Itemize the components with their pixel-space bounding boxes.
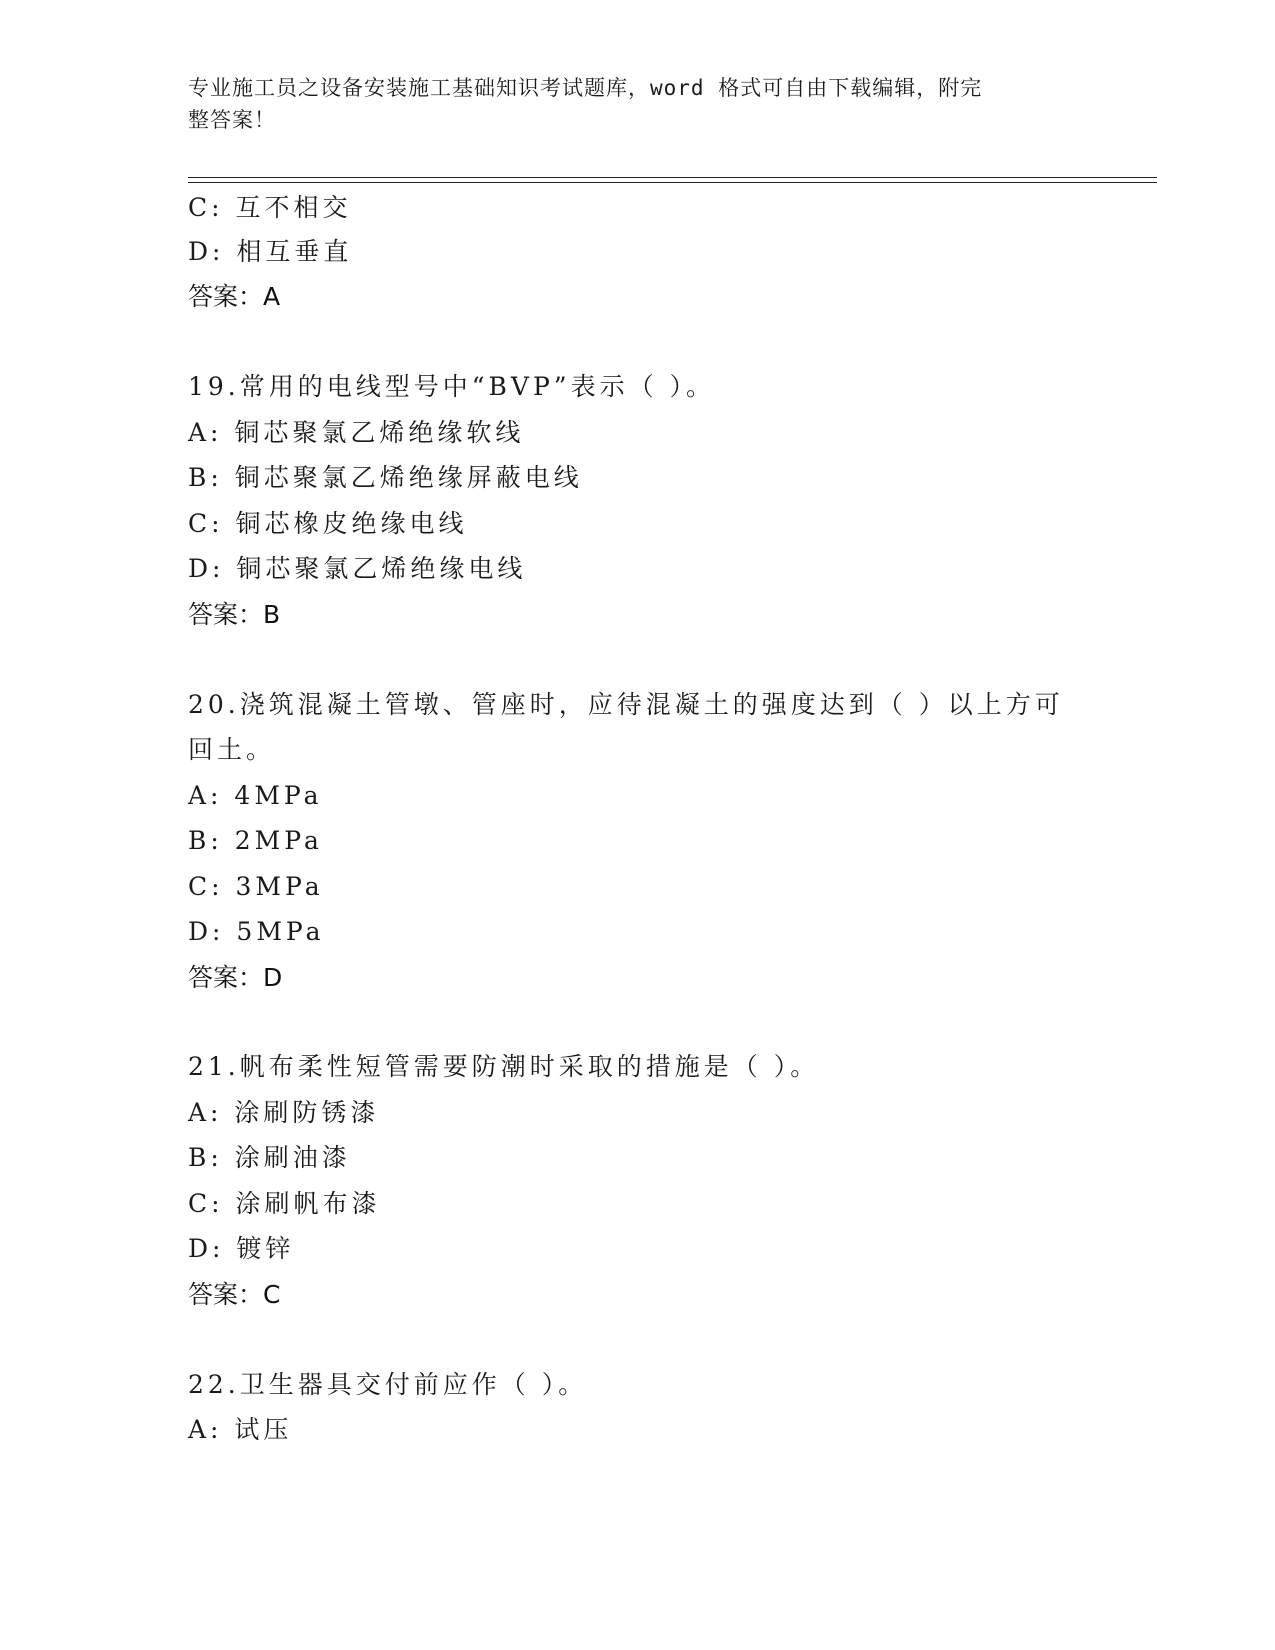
q19-option-b: B: 铜芯聚氯乙烯绝缘屏蔽电线 [188, 463, 583, 492]
q21-option-c: C: 涂刷帆布漆 [188, 1189, 381, 1218]
q20-answer: 答案：D [188, 963, 283, 992]
q21-stem: 21.帆布柔性短管需要防潮时采取的措施是（ ）。 [188, 1052, 820, 1081]
prev-answer: 答案：A [188, 282, 281, 311]
q19-option-a: A: 铜芯聚氯乙烯绝缘软线 [188, 418, 525, 447]
q20-option-c: C: 3MPa [188, 872, 324, 901]
document-header [188, 72, 1068, 136]
prev-option-c: C: 互不相交 [188, 193, 352, 222]
header-line-2: 整答案！ [188, 108, 276, 132]
q22-stem: 22.卫生器具交付前应作（ ）。 [188, 1370, 588, 1399]
q19-option-c: C: 铜芯橡皮绝缘电线 [188, 509, 468, 538]
q20-stem-line-1: 20.浇筑混凝土管墩、管座时，应待混凝土的强度达到（ ）以上方可 [188, 690, 1064, 719]
header-divider-top [188, 177, 1157, 178]
q21-option-a: A: 涂刷防锈漆 [188, 1098, 380, 1127]
q20-option-a: A: 4MPa [188, 781, 323, 810]
q20-option-b: B: 2MPa [188, 826, 323, 855]
q19-answer: 答案：B [188, 600, 281, 629]
q20-option-d: D: 5MPa [188, 917, 325, 946]
q19-stem: 19.常用的电线型号中“BVP”表示（ ）。 [188, 372, 716, 401]
q19-option-d: D: 铜芯聚氯乙烯绝缘电线 [188, 554, 527, 583]
q21-option-b: B: 涂刷油漆 [188, 1143, 351, 1172]
prev-option-d: D: 相互垂直 [188, 237, 353, 266]
q22-option-a: A: 试压 [188, 1415, 293, 1444]
q21-answer: 答案：C [188, 1280, 281, 1309]
header-line-1: 专业施工员之设备安装施工基础知识考试题库，word 格式可自由下载编辑，附完 [188, 76, 983, 100]
header-divider-bottom [188, 182, 1157, 183]
q20-stem-line-2: 回土。 [188, 735, 276, 764]
q21-option-d: D: 镀锌 [188, 1234, 295, 1263]
